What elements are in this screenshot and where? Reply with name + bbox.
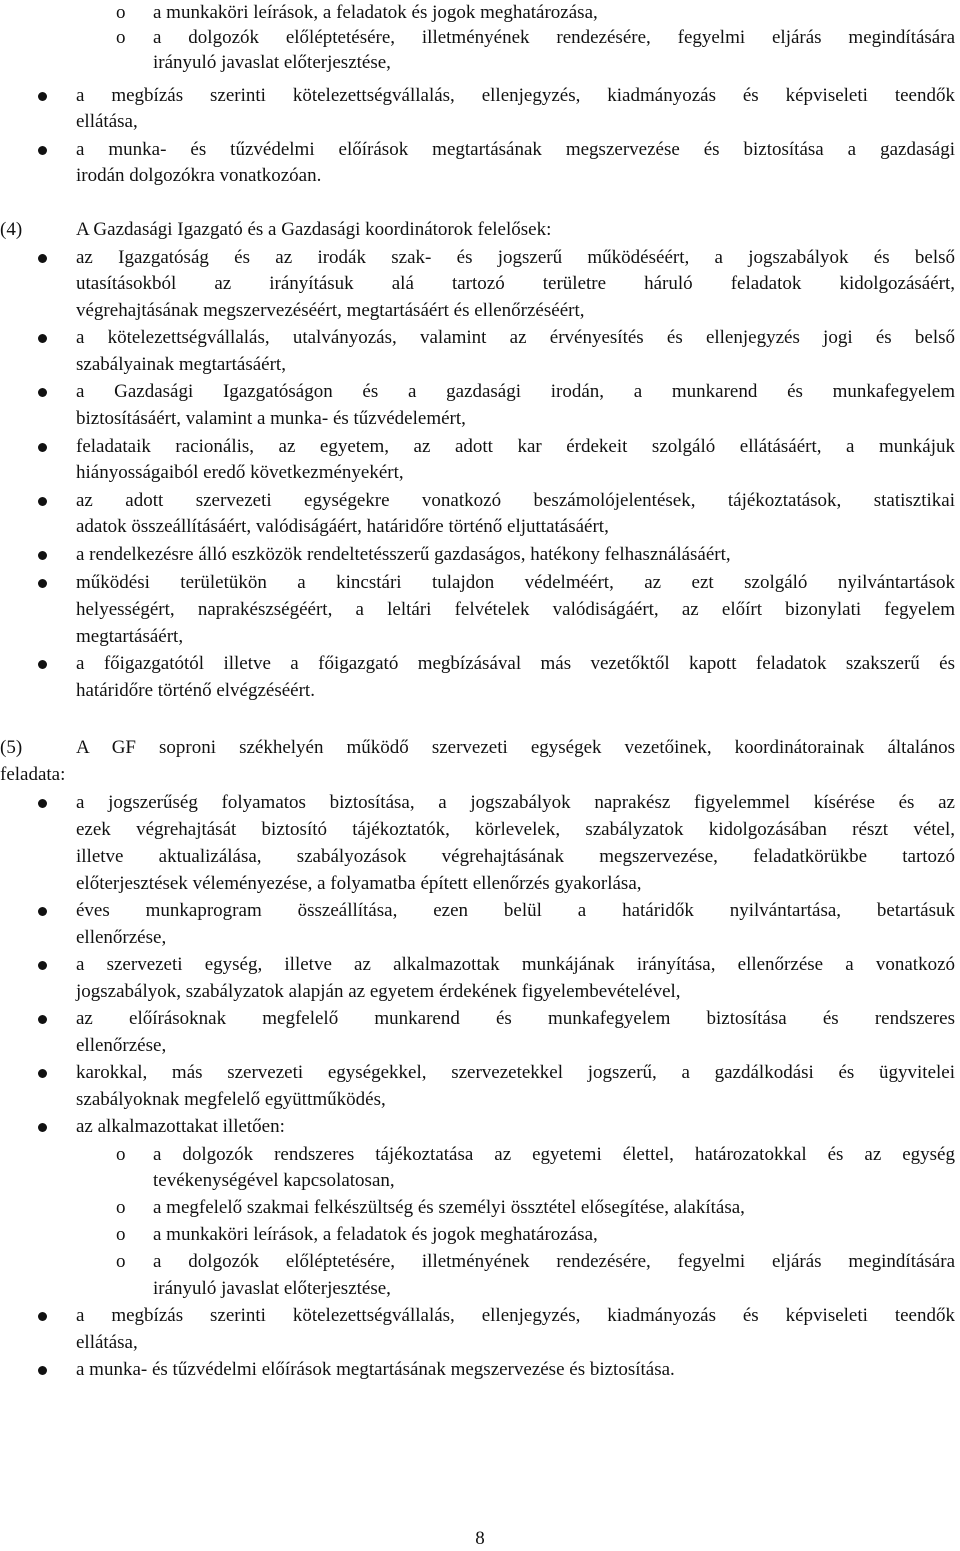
bullet-icon [38,551,47,560]
bullet-icon [38,146,47,155]
list-item-text: a főigazgatótól illetve a főigazgató megbízásával más vezetőktől kapott feladatok szakszerű és [76,653,955,674]
list-item-text: a megbízás szerinti kötelezettségvállalás, ellenjegyzés, kiadmányozás és képviseleti teendők [76,85,955,106]
list-item-text: végrehajtásának megszervezéséért, megtartásáért és ellenőrzéséért, [76,300,585,321]
sub-item-marker: o [116,1144,126,1165]
sub-item-text: a dolgozók előléptetésére, illetményének rendezésére, fegyelmi eljárás megindítására [153,27,955,48]
list-item-text: megtartásáért, [76,626,184,647]
sub-item-text: a dolgozók előléptetésére, illetményének rendezésére, fegyelmi eljárás megindítására [153,1251,955,1272]
sub-item-text: a munkaköri leírások, a feladatok és jogok meghatározása, [153,1224,598,1245]
list-item-text: jogszabályok, szabályzatok alapján az egyetem érdekének figyelembevételével, [76,981,681,1002]
list-item-text: ellenőrzése, [76,1035,167,1056]
bullet-icon [38,1015,47,1024]
list-item-text: a Gazdasági Igazgatóságon és a gazdasági irodán, a munkarend és munkafegyelem [76,381,955,402]
list-item-text: előterjesztések véleményezése, a folyamatba épített ellenőrzés gyakorlása, [76,873,642,894]
list-item-text: működési területükön a kincstári tulajdon védelméért, az ezt szolgáló nyilvántartások [76,572,955,593]
list-item-text: a munka- és tűzvédelmi előírások megtartásának megszervezése és biztosítása. [76,1359,675,1380]
section-title: A Gazdasági Igazgató és a Gazdasági koordinátorok felelősek: [76,219,552,240]
bullet-icon [38,254,47,263]
sub-item-marker: o [116,1251,126,1272]
bullet-icon [38,961,47,970]
sub-item-text: tevékenységével kapcsolatosan, [153,1170,395,1191]
bullet-icon [38,799,47,808]
list-item-text: a rendelkezésre álló eszközök rendeltetésszerű gazdaságos, hatékony felhasználásáért, [76,544,731,565]
list-item-text: az előírásoknak megfelelő munkarend és munkafegyelem biztosítása és rendszeres [76,1008,955,1029]
section-number: (5) [0,737,23,758]
bullet-icon [38,1123,47,1132]
sub-item-text: a munkaköri leírások, a feladatok és jogok meghatározása, [153,2,598,23]
list-item-text: az alkalmazottakat illetően: [76,1116,285,1137]
list-item-text: irodán dolgozókra vonatkozóan. [76,165,322,186]
list-item-text: a szervezeti egység, illetve az alkalmazottak munkájának irányítása, ellenőrzése a vonatkozó [76,954,955,975]
bullet-icon [38,497,47,506]
sub-item-text: irányuló javaslat előterjesztése, [153,52,391,73]
bullet-icon [38,443,47,452]
bullet-icon [38,1069,47,1078]
list-item-text: éves munkaprogram összeállítása, ezen belül a határidők nyilvántartása, betartásuk [76,900,955,921]
sub-item-marker: o [116,1224,126,1245]
page-number: 8 [475,1528,485,1549]
list-item-text: feladataik racionális, az egyetem, az adott kar érdekeit szolgáló ellátásáért, a munkájuk [76,436,955,457]
sub-item-marker: o [116,2,126,23]
sub-item-text: irányuló javaslat előterjesztése, [153,1278,391,1299]
list-item-text: az Igazgatóság és az irodák szak- és jogszerű működéséért, a jogszabályok és belső [76,247,955,268]
bullet-icon [38,907,47,916]
bullet-icon [38,579,47,588]
list-item-text: helyességért, naprakészségéért, a leltári felvételek valódiságáért, az előírt bizonylati fegyelem [76,599,955,620]
list-item-text: szabályainak megtartásáért, [76,354,286,375]
section-title: A GF soproni székhelyén működő szervezeti egységek vezetőinek, koordinátorainak általános [76,737,955,758]
bullet-icon [38,660,47,669]
list-item-text: ellátása, [76,111,138,132]
list-item-text: illetve aktualizálása, szabályozások végrehajtásának megszervezése, feladatkörükbe tartozó [76,846,955,867]
bullet-icon [38,1312,47,1321]
list-item-text: karokkal, más szervezeti egységekkel, szervezetekkel jogszerű, a gazdálkodási és ügyvitelei [76,1062,955,1083]
bullet-icon [38,388,47,397]
bullet-icon [38,1366,47,1375]
list-item-text: ellátása, [76,1332,138,1353]
section-number: (4) [0,219,23,240]
section-title: feladata: [0,764,66,785]
list-item-text: biztosításáért, valamint a munka- és tűzvédelemért, [76,408,466,429]
list-item-text: ezek végrehajtását biztosító tájékoztatók, körlevelek, szabályzatok kidolgozásában részt vétel, [76,819,955,840]
sub-item-marker: o [116,27,126,48]
bullet-icon [38,334,47,343]
list-item-text: határidőre történő elvégzéséért. [76,680,315,701]
list-item-text: az adott szervezeti egységekre vonatkozó beszámolójelentések, tájékoztatások, statisztikai [76,490,955,511]
sub-item-marker: o [116,1197,126,1218]
sub-item-text: a megfelelő szakmai felkészültség és személyi össztétel elősegítése, alakítása, [153,1197,745,1218]
list-item-text: a munka- és tűzvédelmi előírások megtartásának megszervezése és biztosítása a gazdasági [76,139,955,160]
list-item-text: a kötelezettségvállalás, utalványozás, valamint az érvényesítés és ellenjegyzés jogi és belső [76,327,955,348]
list-item-text: a jogszerűség folyamatos biztosítása, a jogszabályok naprakész figyelemmel kísérése és az [76,792,955,813]
list-item-text: hiányosságaiból eredő következményekért, [76,462,404,483]
list-item-text: utasításokból az irányításuk alá tartozó területre háruló feladatok kidolgozásáért, [76,273,955,294]
sub-item-text: a dolgozók rendszeres tájékoztatása az egyetemi élettel, határozatokkal és az egység [153,1144,955,1165]
list-item-text: szabályoknak megfelelő együttműködés, [76,1089,386,1110]
list-item-text: adatok összeállításáért, valódiságáért, határidőre történő eljuttatásáért, [76,516,609,537]
bullet-icon [38,92,47,101]
list-item-text: ellenőrzése, [76,927,167,948]
list-item-text: a megbízás szerinti kötelezettségvállalás, ellenjegyzés, kiadmányozás és képviseleti teendők [76,1305,955,1326]
